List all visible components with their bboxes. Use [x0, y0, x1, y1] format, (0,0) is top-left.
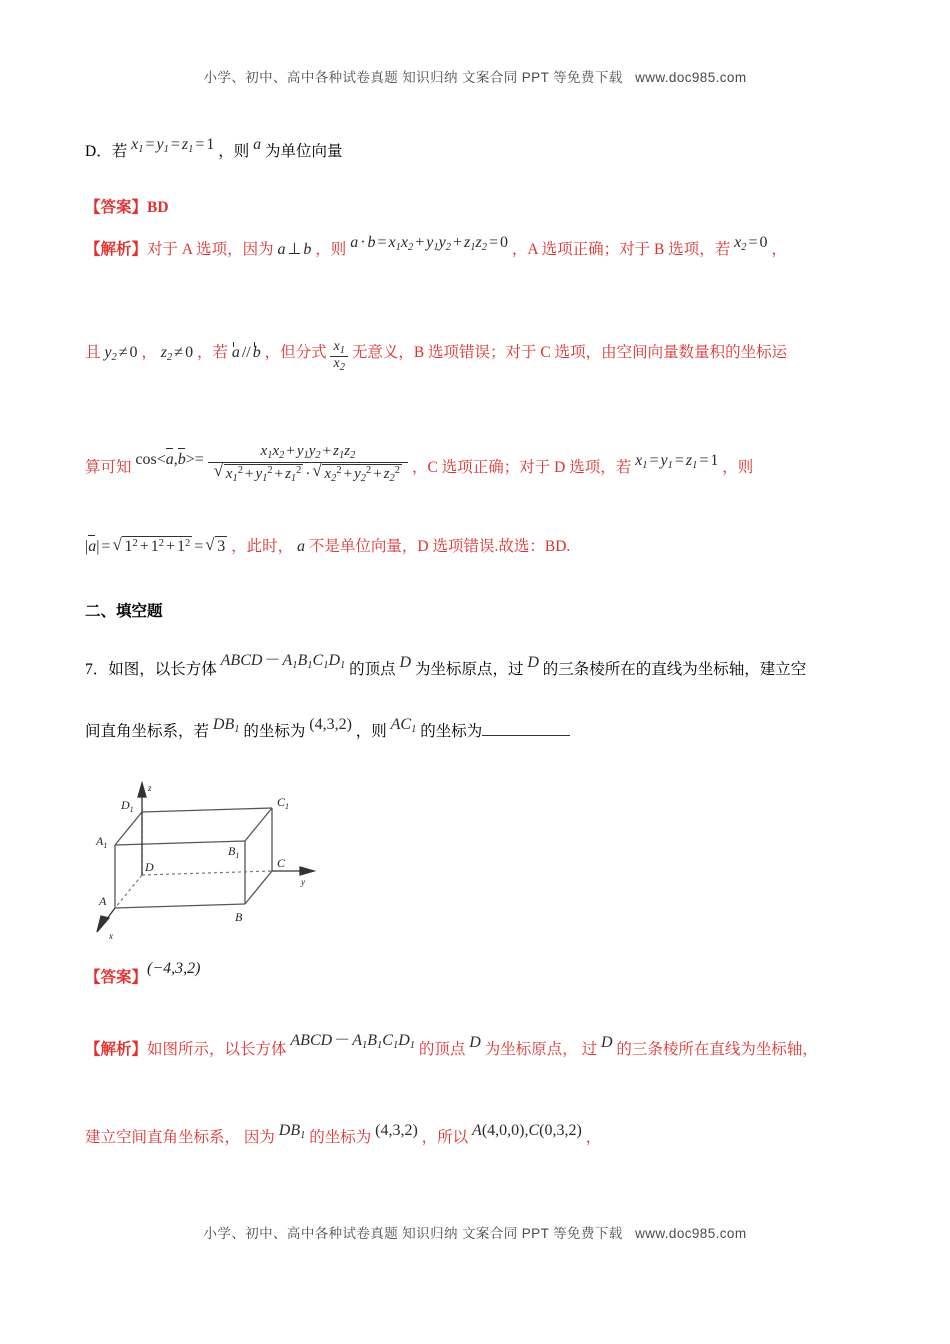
analysis-tag-1: 【解析】	[85, 241, 148, 258]
analysis-2-seg4: 过	[581, 1041, 598, 1058]
question-7-seg4: 的三条棱所在的直线为坐标轴，建立空	[542, 661, 807, 678]
cosine-numerator: $x_1x_2 + y_1y_2 + z_1z_2$	[260, 443, 356, 461]
analysis-1-math6: a // b	[231, 344, 261, 362]
analysis-1-line-4	[85, 536, 885, 557]
label-b1: $B_1$	[228, 844, 240, 860]
analysis-2-math3: D	[600, 1034, 613, 1051]
section-heading: 二、填空题	[85, 603, 163, 620]
option-d-tail: ，则	[218, 143, 250, 160]
question-7-seg1: 如图，以长方体	[108, 661, 217, 678]
analysis-1-seg15: BD.	[544, 538, 571, 555]
analysis-2-seg1: 如图所示，以长方体	[147, 1041, 287, 1058]
edge-d-c-hidden	[142, 871, 272, 875]
analysis-1-seg4: ，	[771, 241, 787, 258]
analysis-2-math6: A(4,0,0),C(0,3,2)	[472, 1122, 582, 1139]
edge-a1-b1	[115, 841, 245, 845]
analysis-2-math4: $DB_1$	[278, 1122, 306, 1141]
analysis-1-line-2	[85, 340, 885, 373]
question-7-seg8: 的坐标为	[420, 723, 483, 741]
edge-b-c	[245, 871, 272, 904]
cosine-formula: cos<a,b>= $x_1x_2 + y_1y_2 + z_1z_2$ √ $x_1^2 + y_1^2 + z_1^2$ · √ $x_2^2 + y_2^2 + z_2^2$	[135, 451, 412, 468]
analysis-1-fraction	[330, 340, 347, 373]
question-7-math6: $AC_1$	[390, 716, 417, 736]
edge-d1-a1	[115, 812, 142, 845]
cosine-lhs: cos<	[135, 451, 166, 469]
analysis-1-seg8: ，但分式	[264, 344, 327, 362]
analysis-1-seg10: 算可知	[85, 459, 132, 477]
question-7-math2: D	[399, 654, 412, 671]
question-7-seg3: 为坐标原点，过	[414, 661, 524, 678]
answer-blank	[482, 722, 570, 736]
label-c1: $C_1$	[277, 795, 290, 811]
axis-x-arrow	[97, 916, 109, 932]
label-c: C	[277, 856, 286, 870]
question-7-line-2	[85, 716, 885, 743]
analysis-1-seg9: 无意义，B 选项错误；对于 C 选项，由空间向量数量积的坐标运	[351, 344, 788, 362]
question-7-seg5: 间直角坐标系，若	[85, 723, 210, 741]
analysis-1-seg1: 对于 A 选项，因为	[147, 241, 274, 258]
cuboid-svg	[95, 775, 325, 950]
fraction-numerator: $x_1$	[333, 339, 345, 356]
modulus-expression: |a| = √ $1^2 + 1^2 + 1^2$ = √ 3	[85, 538, 227, 555]
answer-tag-1: 【答案】	[85, 199, 148, 216]
header-watermark: 小学、初中、高中各种试卷真题 知识归纳 文案合同 PPT 等免费下载 www.doc985.com	[203, 70, 747, 85]
analysis-1-seg12: ，则	[722, 459, 754, 477]
analysis-1-seg2: ，则	[315, 241, 347, 258]
question-7-math1: ABCD － $A_1B_1C_1D_1$	[220, 652, 346, 671]
question-7-line-1	[85, 652, 885, 681]
label-d1: $D_1$	[121, 798, 134, 814]
analysis-2-math5: (4,3,2)	[375, 1122, 418, 1139]
analysis-1-math1: a ⊥ b	[277, 241, 312, 258]
analysis-2-line-2	[85, 1122, 885, 1149]
question-7-seg7: ，则	[355, 723, 387, 741]
option-d-label: D．若	[85, 143, 128, 160]
question-7-seg6: 的坐标为	[243, 723, 306, 741]
analysis-2-math2: D	[469, 1034, 481, 1051]
label-axis-z: z	[148, 783, 152, 793]
question-7-math4: $DB_1$	[212, 716, 240, 736]
edge-a-b	[115, 904, 245, 908]
answer-tag-2: 【答案】	[85, 969, 148, 986]
analysis-1-seg7: ，若	[196, 344, 228, 362]
analysis-2-line-1	[85, 1032, 885, 1061]
analysis-2-seg8: 的坐标为	[309, 1129, 372, 1146]
question-7-math3: D	[527, 654, 539, 671]
analysis-1-math7: $x_1 = y_1 = z_1 = 1$	[635, 452, 719, 472]
label-d: D	[145, 860, 154, 874]
option-d-line	[85, 136, 885, 163]
label-a1: $A_1$	[96, 834, 108, 850]
axis-z-arrow	[138, 783, 146, 797]
answer-line-2	[85, 960, 885, 988]
analysis-1-math3: $x_2 = 0$	[734, 234, 768, 253]
analysis-1-math9: a	[297, 538, 306, 555]
label-axis-x: x	[109, 931, 113, 941]
option-d-vector: a	[253, 136, 262, 153]
analysis-2-math1: ABCD － $A_1B_1C_1D_1$	[290, 1032, 415, 1051]
answer-line-1	[85, 198, 885, 217]
analysis-2-seg10: ，	[585, 1129, 602, 1146]
analysis-2-seg3: 为坐标原点，	[484, 1041, 578, 1058]
analysis-2-seg2: 的顶点	[418, 1041, 466, 1058]
question-7-number: 7．	[85, 661, 109, 678]
option-d-tail2: 为单位向量	[265, 143, 343, 160]
analysis-1-math2: $a \cdot b = x_1x_2 + y_1y_2 + z_1z_2 = 0$	[350, 234, 509, 253]
analysis-1-line-1	[85, 234, 885, 261]
label-a: A	[99, 894, 107, 908]
label-b: B	[235, 910, 243, 924]
question-7-seg2: 的顶点	[349, 661, 396, 678]
axis-y-arrow	[300, 867, 314, 875]
edge-c1-b1	[245, 808, 272, 841]
analysis-1-seg11: ，C 选项正确；对于 D 选项，若	[412, 459, 632, 477]
cosine-denominator: √ $x_1^2 + y_1^2 + z_1^2$ · √ $x_2^2 + y_2^2 + z_2^2$	[208, 462, 408, 484]
question-7-math5: (4,3,2)	[309, 716, 352, 734]
cuboid-figure	[95, 775, 325, 950]
fraction-denominator: $x_2$	[330, 356, 347, 373]
label-axis-y: y	[301, 877, 305, 887]
analysis-1-math5: $z_2 \ne 0$	[160, 344, 194, 364]
analysis-1-seg5: 且	[85, 344, 101, 362]
analysis-1-math4: $y_2 \ne 0$	[104, 344, 138, 364]
analysis-1-seg13: ，此时，	[231, 538, 294, 555]
analysis-1-seg3: ，A 选项正确；对于 B 选项，若	[511, 241, 731, 258]
analysis-2-seg5: 的三条棱所在直线为坐标轴，	[616, 1041, 818, 1058]
footer-watermark: 小学、初中、高中各种试卷真题 知识归纳 文案合同 PPT 等免费下载 www.doc985.com	[203, 1226, 747, 1241]
analysis-1-seg6: ，	[141, 344, 157, 362]
analysis-tag-2: 【解析】	[85, 1041, 148, 1058]
edge-d-a-hidden	[115, 875, 142, 908]
answer-value-1: BD	[147, 199, 169, 216]
analysis-1-line-3	[85, 443, 885, 492]
analysis-2-seg9: ，所以	[421, 1129, 469, 1146]
analysis-2-seg6: 建立空间直角坐标系，	[85, 1129, 241, 1146]
cosine-fraction	[208, 444, 408, 484]
answer-value-2: (−4,3,2)	[147, 960, 201, 977]
analysis-2-seg7: 因为	[243, 1129, 275, 1146]
option-d-math: $x_1 = y_1 = z_1 = 1$	[131, 136, 215, 155]
edge-d1-c1	[142, 808, 272, 812]
analysis-1-seg14: 不是单位向量，D 选项错误.故选：	[308, 538, 545, 555]
